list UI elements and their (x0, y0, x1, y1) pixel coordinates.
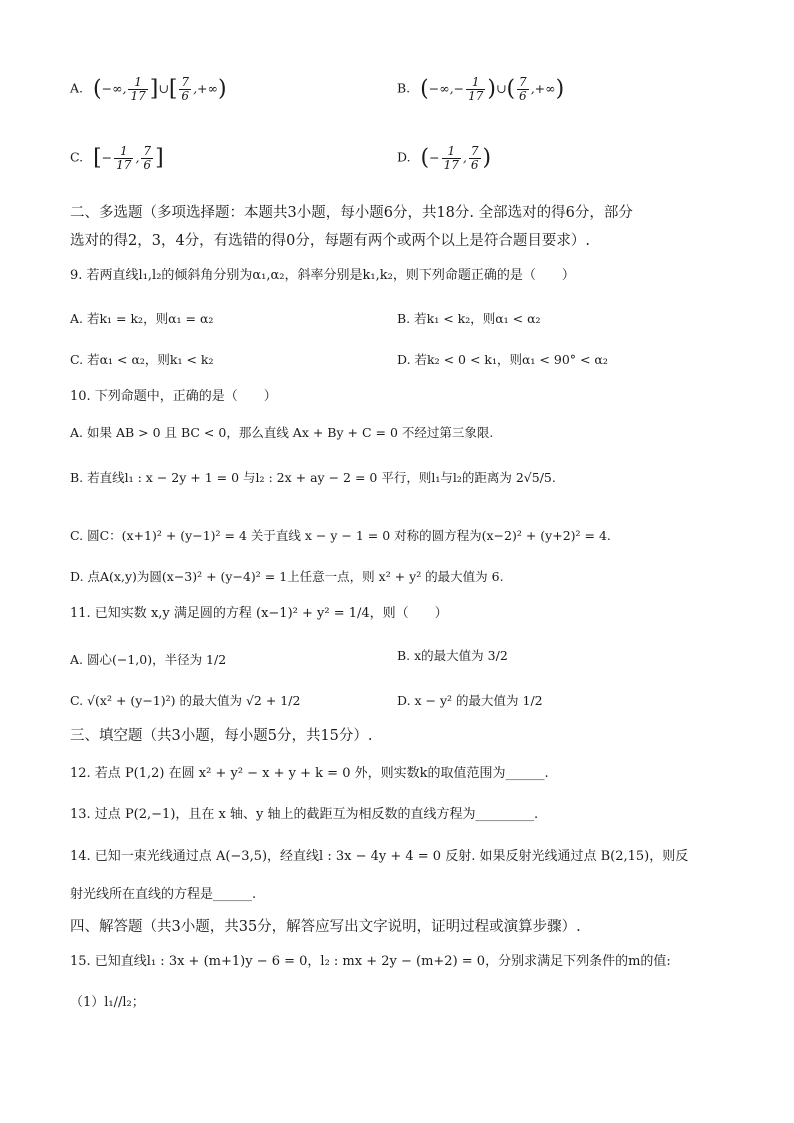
option-expression: (−∞,− $\frac{1}{17}$ )∪( $\frac{7}{6}$ ,+∞) (420, 75, 565, 103)
option-label: B. (397, 80, 411, 96)
q11-option-a: A. 圆心(−1,0)，半径为 1/2 (70, 652, 227, 667)
section-3-header: 三、填空题（共3小题，每小题5分，共15分）. (70, 728, 373, 744)
q15-part1: （1）l₁//l₂； (70, 995, 145, 1010)
q11-option-b: B. x的最大值为 3/2 (397, 648, 508, 663)
q9-option-b: B. 若k₁ < k₂，则α₁ < α₂ (397, 311, 541, 326)
q11-option-c: C. √(x² + (y−1)²) 的最大值为 √2 + 1/2 (70, 693, 301, 708)
prev-option-a (70, 76, 227, 102)
q14-line2: 射光线所在直线的方程是______. (70, 887, 257, 902)
q10-option-d: D. 点A(x,y)为圆(x−3)² + (y−4)² = 1上任意一点，则 x² + y² 的最大值为 6. (70, 569, 504, 584)
prev-option-d (397, 145, 491, 171)
q9-option-a: A. 若k₁ = k₂，则α₁ = α₂ (70, 311, 214, 326)
prev-option-c (70, 145, 164, 171)
q11-option-d: D. x − y² 的最大值为 1/2 (397, 693, 543, 708)
q10-option-a: A. 如果 AB > 0 且 BC < 0，那么直线 Ax + By + C = 0 不经过第三象限. (70, 425, 494, 440)
q9-stem: 9. 若两直线l₁,l₂的倾斜角分别为α₁,α₂，斜率分别是k₁,k₂，则下列命题正确的是（ ） (70, 268, 575, 283)
q10-option-b: B. 若直线l₁ : x − 2y + 1 = 0 与l₂ : 2x + ay − 2 = 0 平行，则l₁与l₂的距离为 2√5/5. (70, 470, 556, 485)
option-label: C. (70, 149, 84, 165)
option-expression: (− $\frac{1}{17}$ , $\frac{7}{6}$ ) (420, 144, 492, 172)
option-expression: [− $\frac{1}{17}$ , $\frac{7}{6}$ ] (93, 144, 164, 172)
q9-option-d: D. 若k₂ < 0 < k₁，则α₁ < 90° < α₂ (397, 352, 608, 367)
section-4-header: 四、解答题（共3小题，共35分，解答应写出文字说明，证明过程或演算步骤）. (70, 919, 581, 935)
q9-option-c: C. 若α₁ < α₂，则k₁ < k₂ (70, 352, 214, 367)
q11-stem: 11. 已知实数 x,y 满足圆的方程 (x−1)² + y² = 1/4，则（ ） (70, 606, 448, 621)
option-expression: (−∞, $\frac{1}{17}$ ]∪[ $\frac{7}{6}$ ,+∞) (93, 75, 227, 103)
q13-text: 13. 过点 P(2,−1)，且在 x 轴、y 轴上的截距互为相反数的直线方程为_________. (70, 807, 539, 822)
option-label: D. (397, 149, 411, 165)
q15-stem: 15. 已知直线l₁ : 3x + (m+1)y − 6 = 0，l₂ : mx + 2y − (m+2) = 0，分别求满足下列条件的m的值: (70, 954, 671, 969)
prev-option-b (397, 76, 564, 102)
q10-option-c: C. 圆C：(x+1)² + (y−1)² = 4 关于直线 x − y − 1 = 0 对称的圆方程为(x−2)² + (y+2)² = 4. (70, 528, 611, 543)
q14-line1: 14. 已知一束光线通过点 A(−3,5)，经直线l : 3x − 4y + 4 = 0 反射. 如果反射光线通过点 B(2,15)，则反 (70, 849, 689, 864)
section-2-header-line1: 二、多选题（多项选择题：本题共3小题，每小题6分，共18分. 全部选对的得6分，部分 (70, 205, 633, 221)
q12-text: 12. 若点 P(1,2) 在圆 x² + y² − x + y + k = 0 外，则实数k的取值范围为______. (70, 766, 549, 781)
section-2-header-line2: 选对的得2，3，4分，有选错的得0分，每题有两个或两个以上是符合题目要求）. (70, 233, 591, 249)
option-label: A. (70, 80, 84, 96)
q10-stem: 10. 下列命题中，正确的是（ ） (70, 389, 277, 404)
